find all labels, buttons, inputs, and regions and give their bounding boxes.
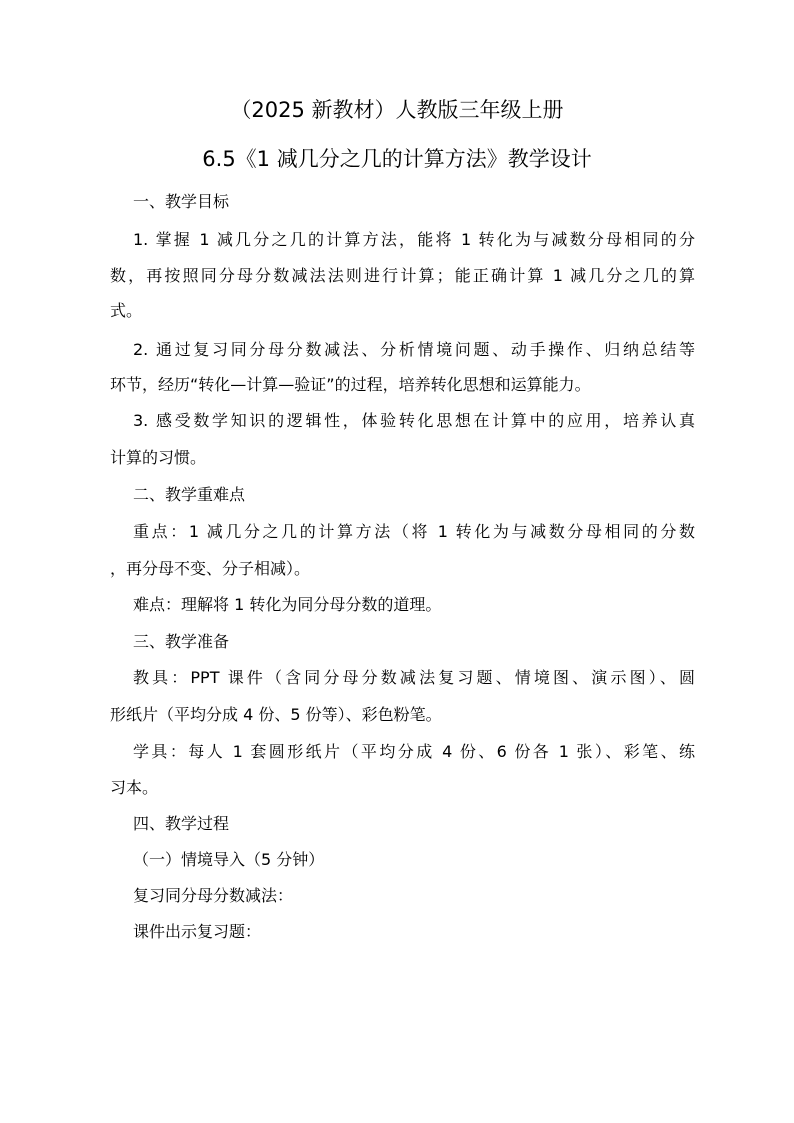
section-heading-preparation: 三、教学准备: [133, 632, 230, 651]
section-heading-objectives: 一、教学目标: [133, 192, 230, 211]
paragraph-line: 3. 感受数学知识的逻辑性，体验转化思想在计算中的应用，培养认真: [133, 411, 695, 430]
paragraph-line: 习本。: [110, 778, 159, 797]
paragraph-line: 式。: [110, 301, 143, 320]
section-heading-process: 四、教学过程: [133, 814, 230, 833]
document-title-line-1: （2025 新教材）人教版三年级上册: [230, 98, 564, 122]
paragraph-line: 复习同分母分数减法：: [133, 886, 294, 905]
paragraph-line: 计算的习惯。: [110, 448, 207, 467]
subsection-heading: （一）情境导入（5 分钟）: [133, 850, 325, 869]
paragraph-line: ，再分母不变、分子相减）。: [110, 559, 311, 578]
paragraph-line: 1. 掌握 1 减几分之几的计算方法，能将 1 转化为与减数分母相同的分: [133, 230, 695, 249]
document-title-line-2: 6.5《1 减几分之几的计算方法》教学设计: [202, 147, 592, 171]
paragraph-line: 难点：理解将 1 转化为同分母分数的道理。: [133, 595, 442, 614]
paragraph-line: 2. 通过复习同分母分数减法、分析情境问题、动手操作、归纳总结等: [133, 340, 695, 359]
section-heading-key-points: 二、教学重难点: [133, 485, 246, 504]
paragraph-line: 教具：PPT 课件（含同分母分数减法复习题、情境图、演示图）、圆: [133, 668, 695, 687]
paragraph-line: 环节，经历“转化—计算—验证”的过程，培养转化思想和运算能力。: [110, 375, 591, 394]
paragraph-line: 学具：每人 1 套圆形纸片（平均分成 4 份、6 份各 1 张）、彩笔、练: [133, 742, 695, 761]
paragraph-line: 形纸片（平均分成 4 份、5 份等）、彩色粉笔。: [110, 705, 442, 724]
paragraph-line: 重点：1 减几分之几的计算方法（将 1 转化为与减数分母相同的分数: [133, 522, 695, 541]
paragraph-line: 课件出示复习题：: [133, 922, 262, 941]
paragraph-line: 数，再按照同分母分数减法法则进行计算；能正确计算 1 减几分之几的算: [110, 266, 695, 285]
